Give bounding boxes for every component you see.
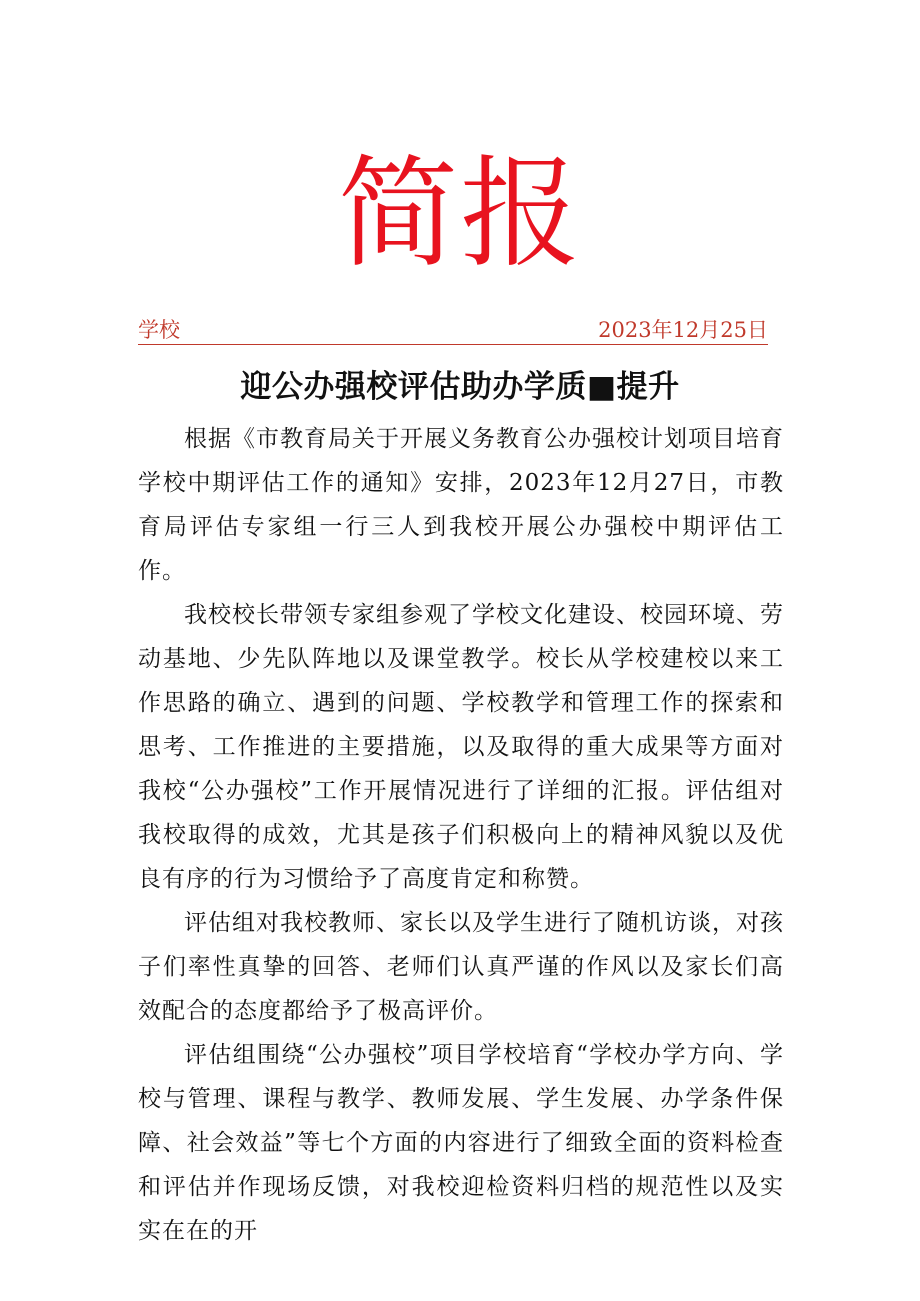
- masthead-title: 简报: [338, 145, 582, 284]
- school-label: 学校: [138, 318, 180, 342]
- paragraph: 评估组围绕“公办强校”项目学校培育“学校办学方向、学校与管理、课程与教学、教师发展、学生发展、办学条件保障、社会效益”等七个方面的内容进行了细致全面的资料检查和评估并作现场反馈，对我校迎检资料归档的规范性以及实实在在的开: [138, 1042, 784, 1244]
- paragraph: 根据《市教育局关于开展义务教育公办强校计划项目培育学校中期评估工作的通知》安排，2023年12月27日，市教育局评估专家组一行三人到我校开展公办强校中期评估工作。: [138, 426, 784, 584]
- issue-date: 2023年12月25日: [598, 318, 768, 342]
- paragraph: 我校校长带领专家组参观了学校文化建设、校园环境、劳动基地、少先队阵地以及课堂教学。校长从学校建校以来工作思路的确立、遇到的问题、学校教学和管理工作的探索和思考、工作推进的主要措施，以及取得的重大成果等方面对我校“公办强校”工作开展情况进行了详细的汇报。评估组对我校取得的成效，尤其是孩子们积极向上的精神风貌以及优良有序的行为习惯给予了高度肯定和称赞。: [138, 602, 784, 892]
- paragraph: 评估组对我校教师、家长以及学生进行了随机访谈，对孩子们率性真挚的回答、老师们认真严谨的作风以及家长们高效配合的态度都给予了极高评价。: [138, 910, 784, 1024]
- meta-line: [138, 316, 768, 345]
- article-body: [138, 417, 784, 1253]
- article-headline: 迎公办强校评估助办学质■提升: [240, 369, 680, 405]
